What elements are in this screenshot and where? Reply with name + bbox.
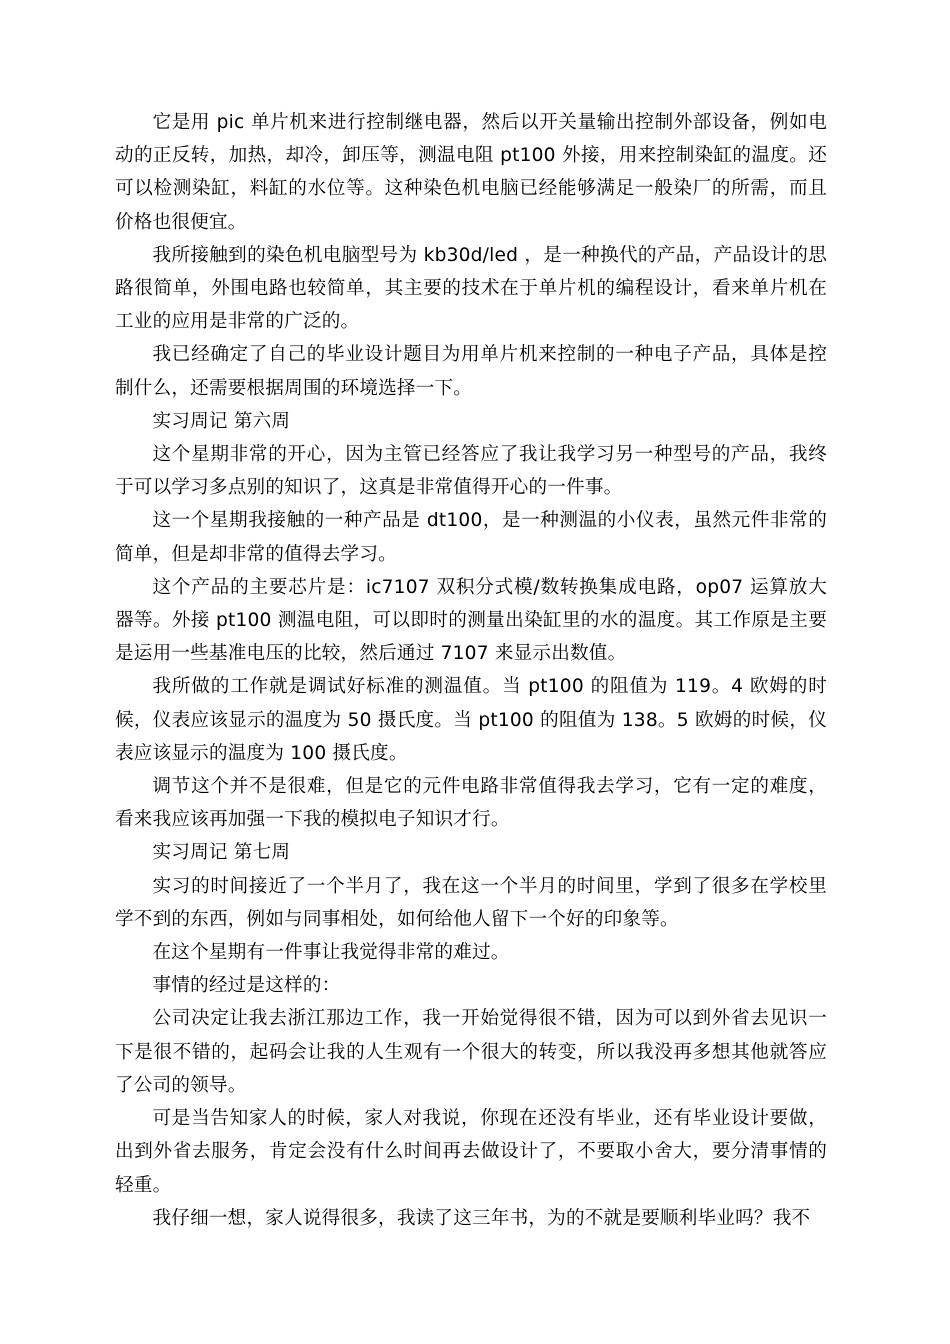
paragraph: 这个产品的主要芯片是：ic7107 双积分式模/数转换集成电路，op07 运算放大器等。外接 pt100 测温电阻，可以即时的测量出染缸里的水的温度。其工作原是主要是运用一些基准电压的比较，然后通过 7107 来显示出数值。 <box>115 576 827 665</box>
document-page <box>115 106 827 1235</box>
paragraph: 我已经确定了自己的毕业设计题目为用单片机来控制的一种电子产品，具体是控制什么，还需要根据周围的环境选择一下。 <box>115 344 827 399</box>
paragraph: 我所接触到的染色机电脑型号为 kb30d/led ，是一种换代的产品，产品设计的思路很简单，外围电路也较简单，其主要的技术在于单片机的编程设计，看来单片机在工业的应用是非常的广泛的。 <box>115 244 827 333</box>
paragraph: 公司决定让我去浙江那边工作，我一开始觉得很不错，因为可以到外省去见识一下是很不错的，起码会让我的人生观有一个很大的转变，所以我没再多想其他就答应了公司的领导。 <box>115 1008 827 1096</box>
paragraph: 这个星期非常的开心，因为主管已经答应了我让我学习另一种型号的产品，我终于可以学习多点别的知识了，这真是非常值得开心的一件事。 <box>115 444 827 499</box>
paragraph: 可是当告知家人的时候，家人对我说，你现在还没有毕业，还有毕业设计要做，出到外省去服务，肯定会没有什么时间再去做设计了，不要取小舍大，要分清事情的轻重。 <box>115 1108 827 1196</box>
paragraph: 这一个星期我接触的一种产品是 dt100，是一种测温的小仪表，虽然元件非常的简单，但是却非常的值得去学习。 <box>115 510 827 565</box>
paragraph: 调节这个并不是很难，但是它的元件电路非常值得我去学习，它有一定的难度，看来我应该再加强一下我的模拟电子知识才行。 <box>115 776 827 831</box>
paragraph: 事情的经过是这样的： <box>152 975 341 997</box>
paragraph: 我所做的工作就是调试好标准的测温值。当 pt100 的阻值为 119。4 欧姆的时候，仪表应该显示的温度为 50 摄氏度。当 pt100 的阻值为 138。5 欧姆的时候，仪表应该显示的温度为 100 摄氏度。 <box>115 676 827 764</box>
paragraph: 它是用 pic 单片机来进行控制继电器，然后以开关量输出控制外部设备，例如电动的正反转，加热，却冷，卸压等，测温电阻 pt100 外接，用来控制染缸的温度。还可以检测染缸，料缸的水位等。这种染色机电脑已经能够满足一般染厂的所需，而且价格也很便宜。 <box>115 112 827 233</box>
section-heading: 实习周记 第六周 <box>152 410 291 432</box>
paragraph: 实习的时间接近了一个半月了，我在这一个半月的时间里，学到了很多在学校里学不到的东西，例如与同事相处，如何给他人留下一个好的印象等。 <box>115 875 827 930</box>
section-heading: 实习周记 第七周 <box>152 842 291 864</box>
paragraph: 在这个星期有一件事让我觉得非常的难过。 <box>152 942 510 964</box>
paragraph: 我仔细一想，家人说得很多，我读了这三年书，为的不就是要顺利毕业吗？我不 <box>152 1207 811 1229</box>
